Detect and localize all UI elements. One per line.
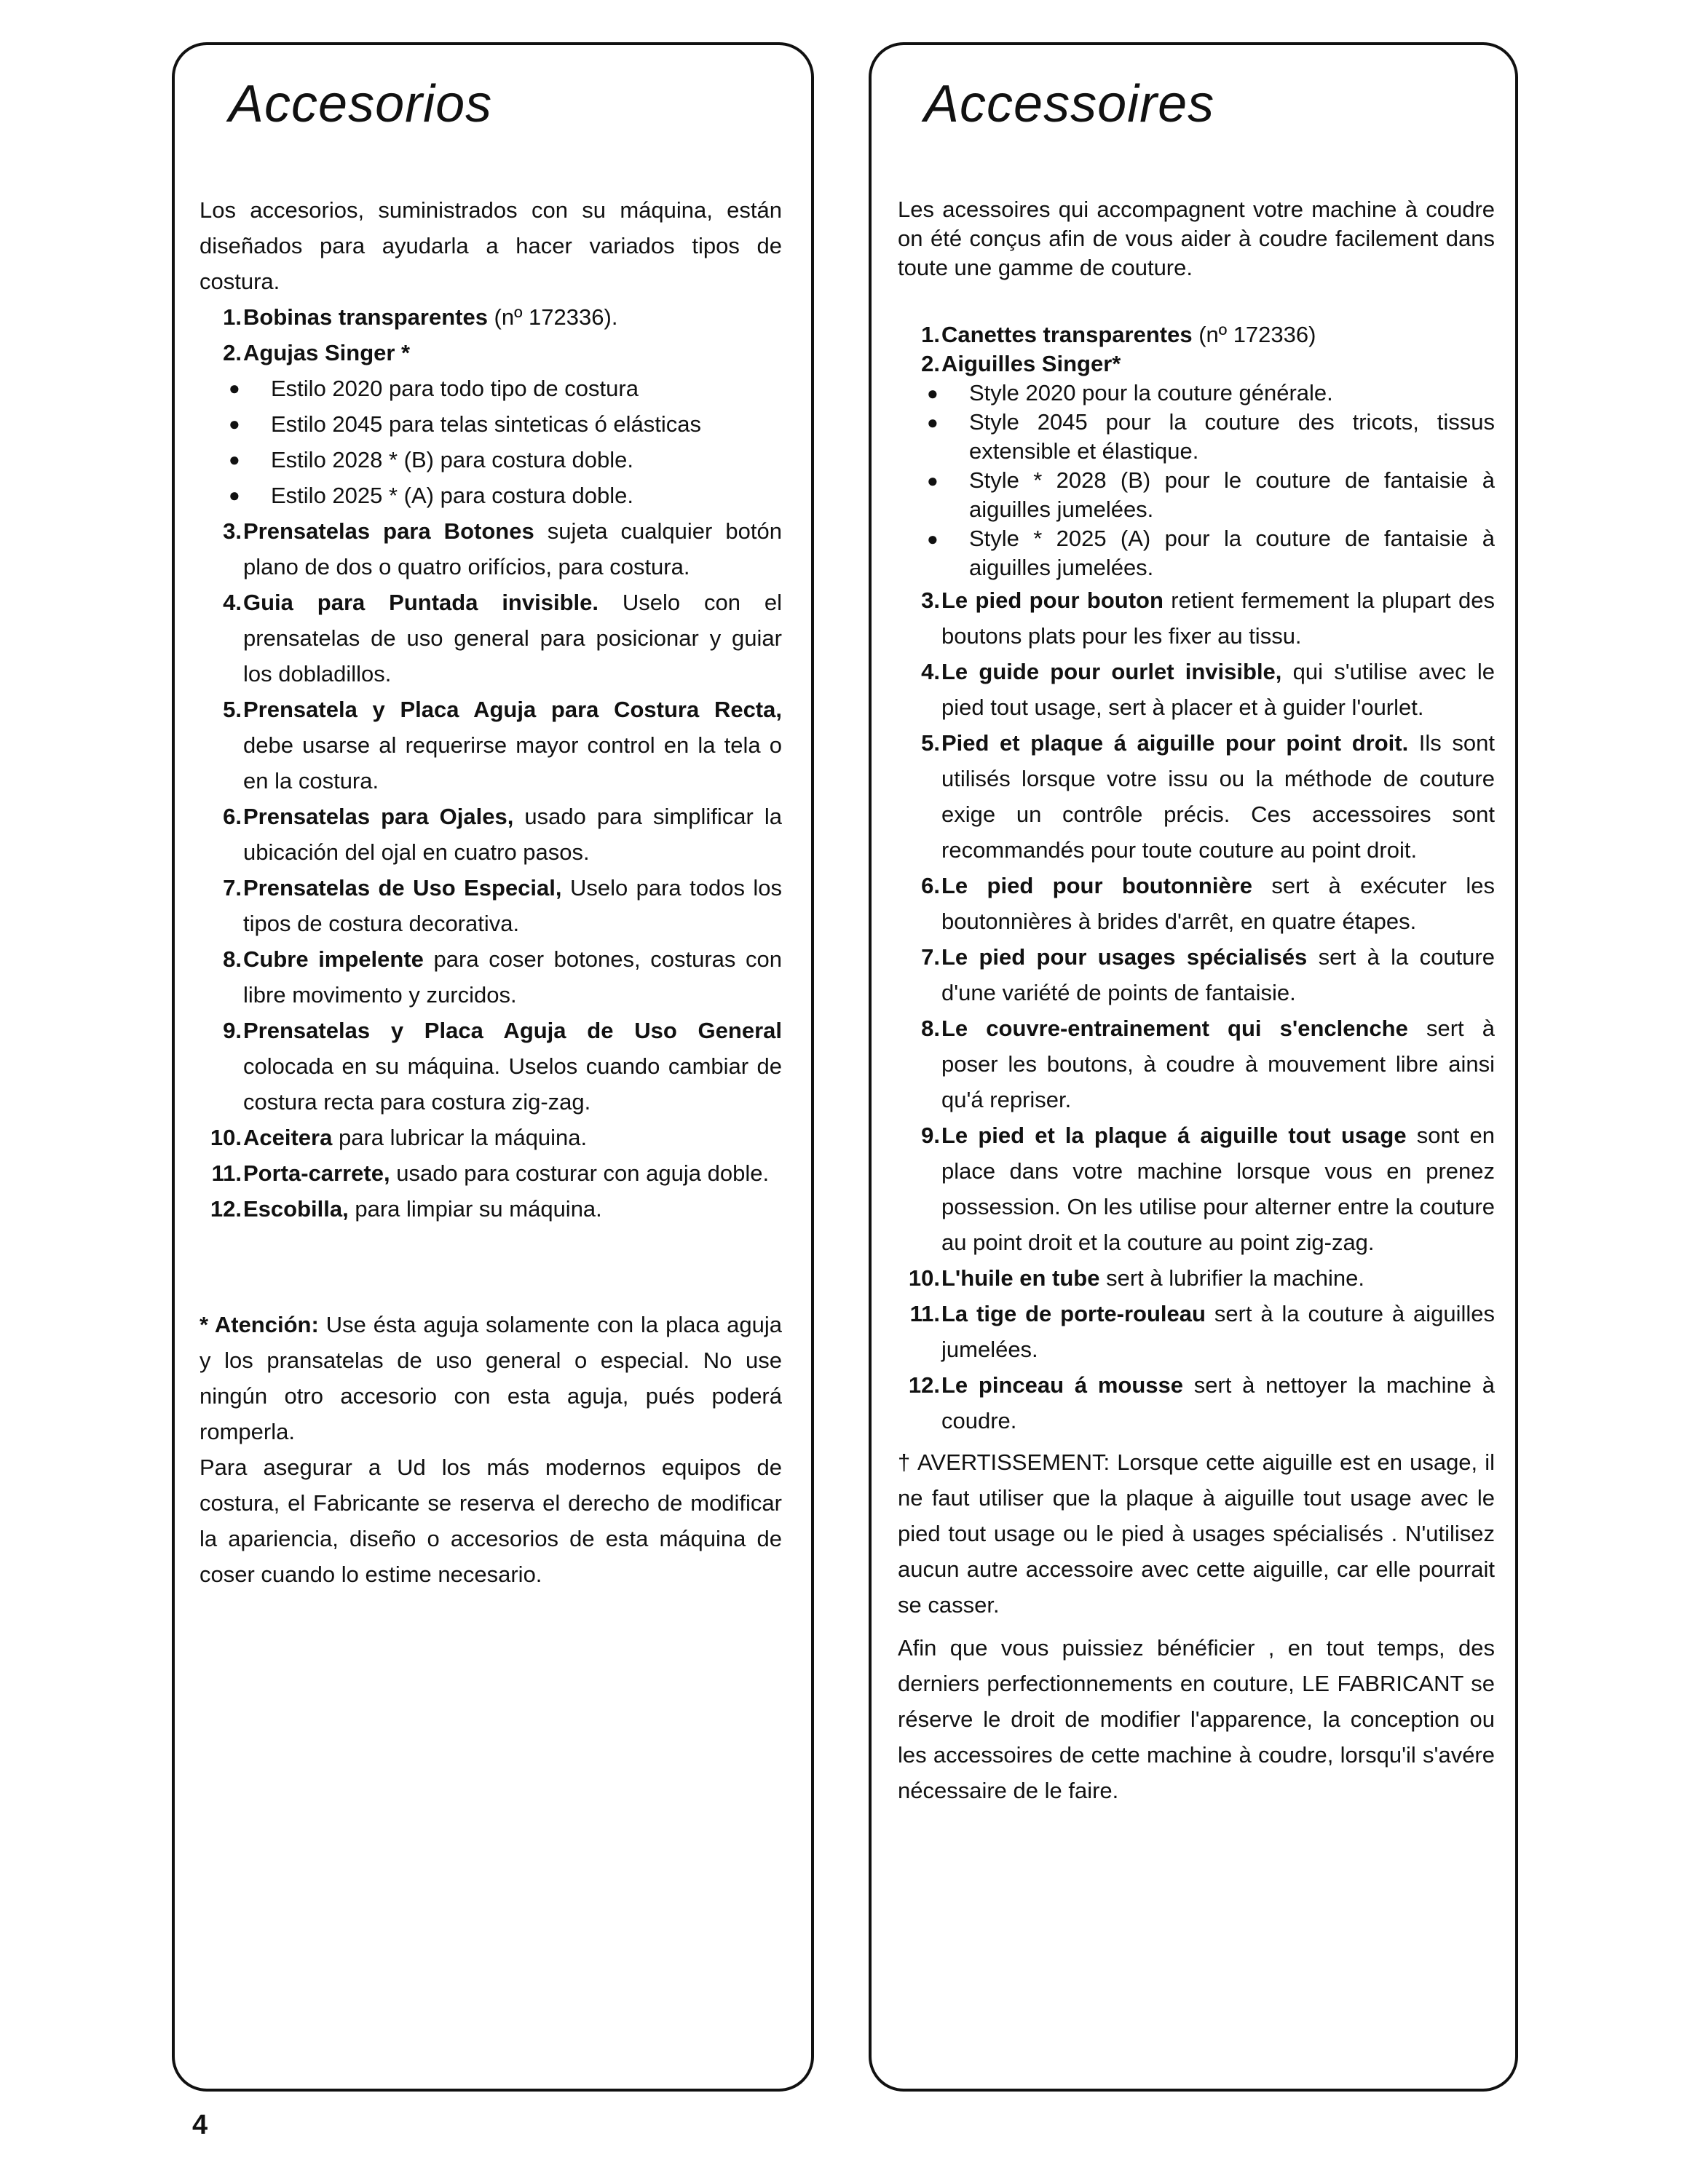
french-closing-paragraph: Afin que vous puissiez bénéficier , en tout temps, des derniers perfectionnements en couture, LE FABRICANT se réserve le droit de modifier l'apparence, la conception ou les accessoires de cette machine à coudre, lorsqu'il s'avére nécessaire de le faire. <box>898 1635 1495 1803</box>
bullet-icon: ● <box>229 413 240 435</box>
list-item: 12. Le pinceau á mousse sert à nettoyer la machine à coudre. <box>908 1372 1495 1433</box>
french-panel <box>869 42 1518 2092</box>
list-item: ● Style 2045 pour la couture des tricots, tissus extensible et élastique. <box>927 408 1495 466</box>
french-warning-note: † AVERTISSEMENT: Lorsque cette aiguille est en usage, il ne faut utiliser que la plaque à aiguille tout usage avec le pied tout usage ou le pied à usages spécialisés . N'utilisez aucun autre accessoire avec cette aiguille, car elle pourrait se casser. <box>898 1449 1495 1618</box>
bullet-icon: ● <box>927 411 939 433</box>
list-item: 4. Guia para Puntada invisible. Uselo con el prensatelas de uso general para posicionar y guiar los dobladillos. <box>223 590 782 687</box>
list-item: 10. Aceitera para lubricar la máquina. <box>210 1125 588 1150</box>
list-item: 1. Bobinas transparentes (nº 172336). <box>223 304 618 330</box>
spanish-closing-paragraph: Para asegurar a Ud los más modernos equipos de costura, el Fabricante se reserva el derecho de modificar la apariencia, diseño o accesorios de esta máquina de coser cuando lo estime necesario. <box>199 1455 782 1587</box>
bullet-icon: ● <box>229 377 240 399</box>
list-item: 9. Prensatelas y Placa Aguja de Uso General colocada en su máquina. Uselos cuando cambiar de costura recta para costura zig-zag. <box>223 1018 782 1115</box>
spanish-needle-styles <box>199 371 782 513</box>
list-item: 6. Prensatelas para Ojales, usado para simplificar la ubicación del ojal en cuatro pasos. <box>223 804 782 865</box>
list-item: 2. Aiguilles Singer* <box>921 351 1121 376</box>
spanish-intro: Los accesorios, suministrados con su máquina, están diseñados para ayudarla a hacer variados tipos de costura. <box>199 197 782 294</box>
list-item: 5. Prensatela y Placa Aguja para Costura Recta, debe usarse al requerirse mayor control en la tela o en la costura. <box>223 697 782 794</box>
spanish-accessory-list-continued <box>199 513 782 1227</box>
list-item: 6. Le pied pour boutonnière sert à exécuter les boutonnières à brides d'arrêt, en quatre étapes. <box>921 873 1495 934</box>
bullet-icon: ● <box>229 448 240 470</box>
french-title: Accessoires <box>924 75 1215 133</box>
french-accessory-list <box>898 320 1495 379</box>
list-item: 10. L'huile en tube sert à lubrifier la machine. <box>908 1265 1365 1291</box>
list-item: ● Estilo 2025 * (A) para costura doble. <box>229 478 782 513</box>
bullet-icon: ● <box>927 528 939 550</box>
list-item: 1. Canettes transparentes (nº 172336) <box>921 322 1316 347</box>
list-item: ● Style * 2025 (A) pour la couture de fantaisie à aiguilles jumelées. <box>927 524 1495 582</box>
list-item: 3. Le pied pour bouton retient fermement la plupart des boutons plats pour les fixer au tissu. <box>921 587 1495 649</box>
list-item: 3. Prensatelas para Botones sujeta cualquier botón plano de dos o quatro orifícios, para costura. <box>223 518 783 579</box>
spanish-accessory-list <box>199 299 782 371</box>
list-item: 7. Le pied pour usages spécialisés sert à la couture d'une variété de points de fantaisie. <box>921 944 1495 1005</box>
list-item: 7. Prensatelas de Uso Especial, Uselo para todos los tipos de costura decorativa. <box>223 875 782 936</box>
french-accessory-list-continued <box>898 582 1495 1439</box>
bullet-icon: ● <box>927 470 939 491</box>
french-needle-styles <box>898 379 1495 582</box>
spanish-attention-note: * Atención: Use ésta aguja solamente con la placa aguja y los pransatelas de uso general o especial. No use ningún otro accesorio con esta aguja, pués poderá romperla. <box>199 1312 782 1444</box>
spanish-panel <box>172 42 814 2092</box>
list-item: 4. Le guide pour ourlet invisible, qui s'utilise avec le pied tout usage, sert à placer et à guider l'ourlet. <box>921 659 1496 720</box>
list-item: 11. La tige de porte-rouleau sert à la couture à aiguilles jumelées. <box>909 1301 1495 1362</box>
french-intro: Les acessoires qui accompagnent votre machine à coudre on été conçus afin de vous aider à coudre facilement dans toute une gamme de couture. <box>898 197 1495 280</box>
list-item: 11. Porta-carrete, usado para costurar con aguja doble. <box>211 1160 770 1186</box>
bullet-icon: ● <box>229 484 240 506</box>
list-item: ● Estilo 2020 para todo tipo de costura <box>229 371 782 406</box>
list-item: ● Estilo 2028 * (B) para costura doble. <box>229 442 782 478</box>
list-item: ● Style * 2028 (B) pour le couture de fantaisie à aiguilles jumelées. <box>927 466 1495 524</box>
spanish-title: Accesorios <box>229 75 493 133</box>
list-item: 8. Cubre impelente para coser botones, costuras con libre movimento y zurcidos. <box>223 946 782 1008</box>
list-item: ● Style 2020 pour la couture générale. <box>927 379 1495 408</box>
list-item: 2. Agujas Singer * <box>223 340 411 365</box>
list-item: 12. Escobilla, para limpiar su máquina. <box>210 1196 602 1222</box>
list-item: 5. Pied et plaque á aiguille pour point droit. Ils sont utilisés lorsque votre issu ou la méthode de couture exige un contrôle précis. Ces accessoires sont recommandés pour toute couture au point droit. <box>921 730 1495 863</box>
list-item: ● Estilo 2045 para telas sinteticas ó elásticas <box>229 406 782 442</box>
list-item: 8. Le couvre-entrainement qui s'enclenche sert à poser les boutons, à coudre à mouvement libre ainsi qu'á repriser. <box>921 1016 1495 1112</box>
list-item: 9. Le pied et la plaque á aiguille tout usage sont en place dans votre machine lorsque vous en prenez possession. On les utilise pour alterner entre la couture au point droit et la couture au point zig-zag. <box>921 1123 1495 1255</box>
bullet-icon: ● <box>927 382 939 404</box>
page-number: 4 <box>192 2110 208 2140</box>
